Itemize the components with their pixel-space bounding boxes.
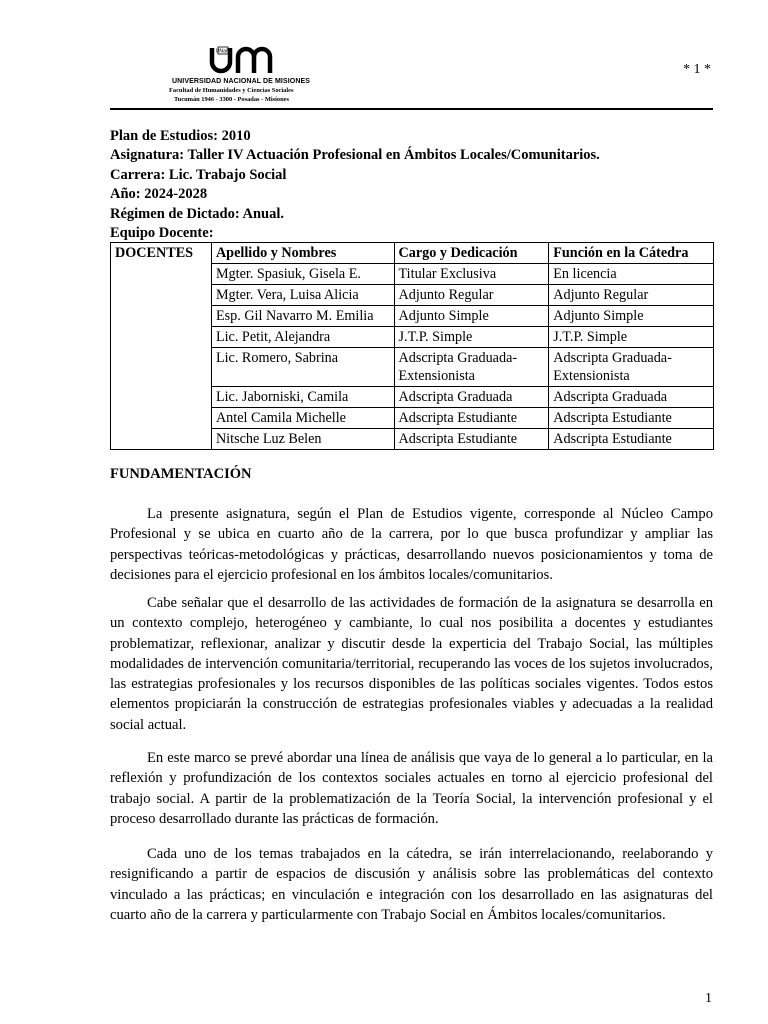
staff-name: Mgter. Vera, Luisa Alicia [211, 285, 394, 306]
anio-line: Año: 2024-2028 [110, 186, 208, 203]
unam-logo-icon [208, 45, 284, 75]
staff-function: J.T.P. Simple [549, 327, 714, 348]
staff-name: Mgter. Spasiuk, Gisela E. [211, 264, 394, 285]
staff-name: Esp. Gil Navarro M. Emilia [211, 306, 394, 327]
staff-function: Adscripta Graduada [549, 387, 714, 408]
section-title: FUNDAMENTACIÓN [110, 466, 252, 482]
staff-position: Adscripta Estudiante [394, 429, 549, 450]
docentes-label: DOCENTES [111, 243, 212, 450]
paragraph: La presente asignatura, según el Plan de Estudios vigente, corresponde al Núcleo Campo Profesional y se ubica en cuarto año de la carrera, por lo que busca profundizar y ampliar las perspectivas teóricas-metodológicas y prácticas, desarrollando nuevos posicionamientos y toma de decisiones para el ejercicio profesional en los ámbitos locales/comunitarios. [110, 506, 713, 583]
staff-function: Adscripta Estudiante [549, 408, 714, 429]
staff-function: En licencia [549, 264, 714, 285]
staff-name: Lic. Petit, Alejandra [211, 327, 394, 348]
paragraph: Cada uno de los temas trabajados en la cátedra, se irán interrelacionando, reelaborando y resignificando a partir de espacios de discusión y análisis sobre las problemáticas del contexto vinculado a las prácticas; en vinculación e integración con los desarrollado en las asignaturas del cuarto año de la carrera y particularmente con Trabajo Social en Ámbitos locales/comunitarios. [110, 846, 713, 923]
staff-position: J.T.P. Simple [394, 327, 549, 348]
staff-function: Adjunto Regular [549, 285, 714, 306]
paragraph: Cabe señalar que el desarrollo de las actividades de formación de la asignatura se desarrolla en un contexto complejo, heterogéneo y cambiante, lo cual nos posibilita a docentes y estudiantes problematizar, reflexionar, analizar y discutir desde la experticia del Trabajo Social, las múltiples modalidades de intervención comunitaria/territorial, recuperando las voces de los sujetos involucrados, las estrategias profesionales y los recursos disponibles de las políticas sociales vigentes. Todos estos elementos propiciarán la construcción de estrategias profesionales viables y adecuadas a la realidad social actual. [110, 595, 713, 733]
plan-line: Plan de Estudios: 2010 [110, 128, 251, 144]
staff-name: Lic. Romero, Sabrina [211, 348, 394, 387]
faculty-name: Facultad de Humanidades y Ciencias Sociales [169, 87, 294, 94]
column-header: Función en la Cátedra [549, 243, 714, 264]
column-header: Apellido y Nombres [211, 243, 394, 264]
course-metadata [110, 127, 600, 243]
staff-position: Titular Exclusiva [394, 264, 549, 285]
asignatura-line: Asignatura: Taller IV Actuación Profesional en Ámbitos Locales/Comunitarios. [110, 147, 600, 164]
staff-function: Adscripta Graduada-Extensionista [549, 348, 714, 387]
university-address: Tucumán 1946 - 3300 - Posadas - Misiones [174, 96, 289, 103]
page-marker: * 1 * [683, 62, 711, 77]
staff-position: Adscripta Estudiante [394, 408, 549, 429]
staff-name: Lic. Jaborniski, Camila [211, 387, 394, 408]
staff-position: Adscripta Graduada [394, 387, 549, 408]
svg-text:UNaM: UNaM [215, 48, 231, 55]
staff-position: Adjunto Simple [394, 306, 549, 327]
column-header: Cargo y Dedicación [394, 243, 549, 264]
staff-function: Adjunto Simple [549, 306, 714, 327]
university-name: UNIVERSIDAD NACIONAL DE MISIONES [172, 78, 311, 85]
staff-table [110, 242, 714, 450]
staff-name: Antel Camila Michelle [211, 408, 394, 429]
staff-function: Adscripta Estudiante [549, 429, 714, 450]
page-number: 1 [705, 991, 712, 1006]
staff-position: Adscripta Graduada-Extensionista [394, 348, 549, 387]
regimen-line: Régimen de Dictado: Anual. [110, 205, 284, 222]
staff-name: Nitsche Luz Belen [211, 429, 394, 450]
document-header [110, 40, 713, 110]
equipo-line: Equipo Docente: [110, 225, 214, 242]
table-header-row [111, 243, 714, 264]
staff-position: Adjunto Regular [394, 285, 549, 306]
carrera-line: Carrera: Lic. Trabajo Social [110, 166, 287, 183]
paragraph: En este marco se prevé abordar una línea de análisis que vaya de lo general a lo particular, en la reflexión y profundización de los contextos sociales actuales en torno al ejercicio profesional del trabajo social. A partir de la problematización de la Teoría Social, la intervención profesional y el proceso desarrollado durante las prácticas de formación. [110, 750, 713, 827]
